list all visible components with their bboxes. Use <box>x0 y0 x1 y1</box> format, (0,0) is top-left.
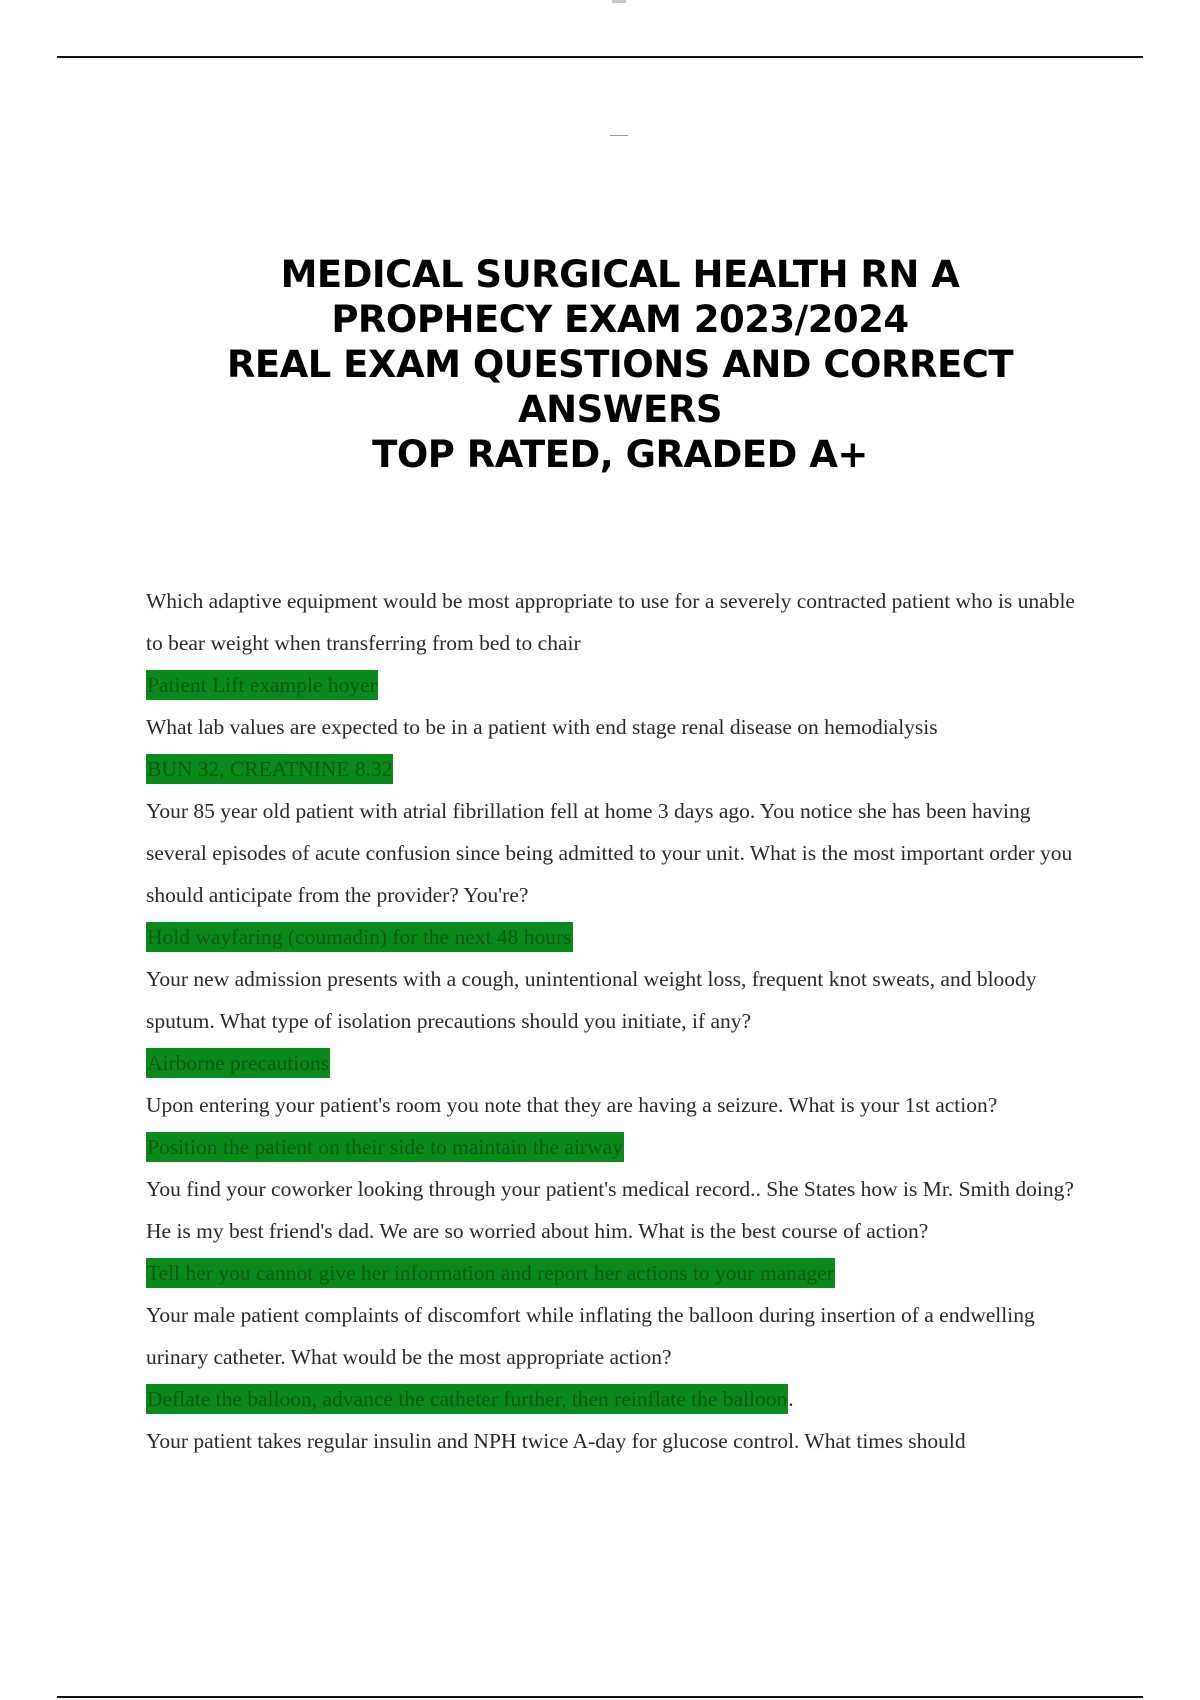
answer-row <box>146 748 1086 790</box>
answer-highlight: Patient Lift example hoyer <box>146 670 378 700</box>
title-line: ANSWERS <box>518 388 722 431</box>
question-text: Your 85 year old patient with atrial fibrillation fell at home 3 days ago. You notice she has been having several episodes of acute confusion since being admitted to your unit. What is the most important order you should anticipate from the provider? You're? <box>146 799 1073 907</box>
answer-highlight: BUN 32, CREATNINE 8.32 <box>146 754 393 784</box>
bottom-rule <box>57 1696 1143 1698</box>
answer-row <box>146 664 1086 706</box>
answer-row <box>146 1378 1086 1420</box>
question-text: Which adaptive equipment would be most appropriate to use for a severely contracted patient who is unable to bear weight when transferring from bed to chair <box>146 589 1075 655</box>
answer-highlight: Hold wayfaring (coumadin) for the next 48 hours <box>146 922 573 952</box>
answer-row <box>146 1042 1086 1084</box>
answer-row <box>146 1252 1086 1294</box>
answer-highlight: Deflate the balloon, advance the catheter further, then reinflate the balloon <box>146 1384 788 1414</box>
answer-suffix: . <box>788 1387 794 1411</box>
question-text: Your new admission presents with a cough, unintentional weight loss, frequent knot sweats, and bloody sputum. What type of isolation precautions should you initiate, if any? <box>146 967 1037 1033</box>
answer-highlight: Tell her you cannot give her information and report her actions to your manager <box>146 1258 835 1288</box>
qa-list <box>146 580 1086 1462</box>
title-line: PROPHECY EXAM 2023/2024 <box>331 298 909 341</box>
header-dash <box>610 135 628 136</box>
answer-row <box>146 916 1086 958</box>
question-text: You find your coworker looking through your patient's medical record.. She States how is Mr. Smith doing? He is my best friend's dad. We are so worried about him. What is the best course of action? <box>146 1177 1074 1243</box>
question-text: What lab values are expected to be in a patient with end stage renal disease on hemodialysis <box>146 715 938 739</box>
document-title <box>100 252 1140 477</box>
answer-row <box>146 1126 1086 1168</box>
answer-highlight: Position the patient on their side to maintain the airway <box>146 1132 624 1162</box>
title-line: REAL EXAM QUESTIONS AND CORRECT <box>226 343 1014 386</box>
question-text: Upon entering your patient's room you note that they are having a seizure. What is your 1st action? <box>146 1093 998 1117</box>
title-line: MEDICAL SURGICAL HEALTH RN A <box>280 253 960 296</box>
top-rule <box>57 56 1143 58</box>
question-text: Your patient takes regular insulin and NPH twice A-day for glucose control. What times should <box>146 1429 966 1453</box>
title-line: TOP RATED, GRADED A+ <box>372 433 868 476</box>
answer-highlight: Airborne precautions <box>146 1048 330 1078</box>
header-mark <box>612 0 626 3</box>
question-text: Your male patient complaints of discomfort while inflating the balloon during insertion of a endwelling urinary catheter. What would be the most appropriate action? <box>146 1303 1035 1369</box>
